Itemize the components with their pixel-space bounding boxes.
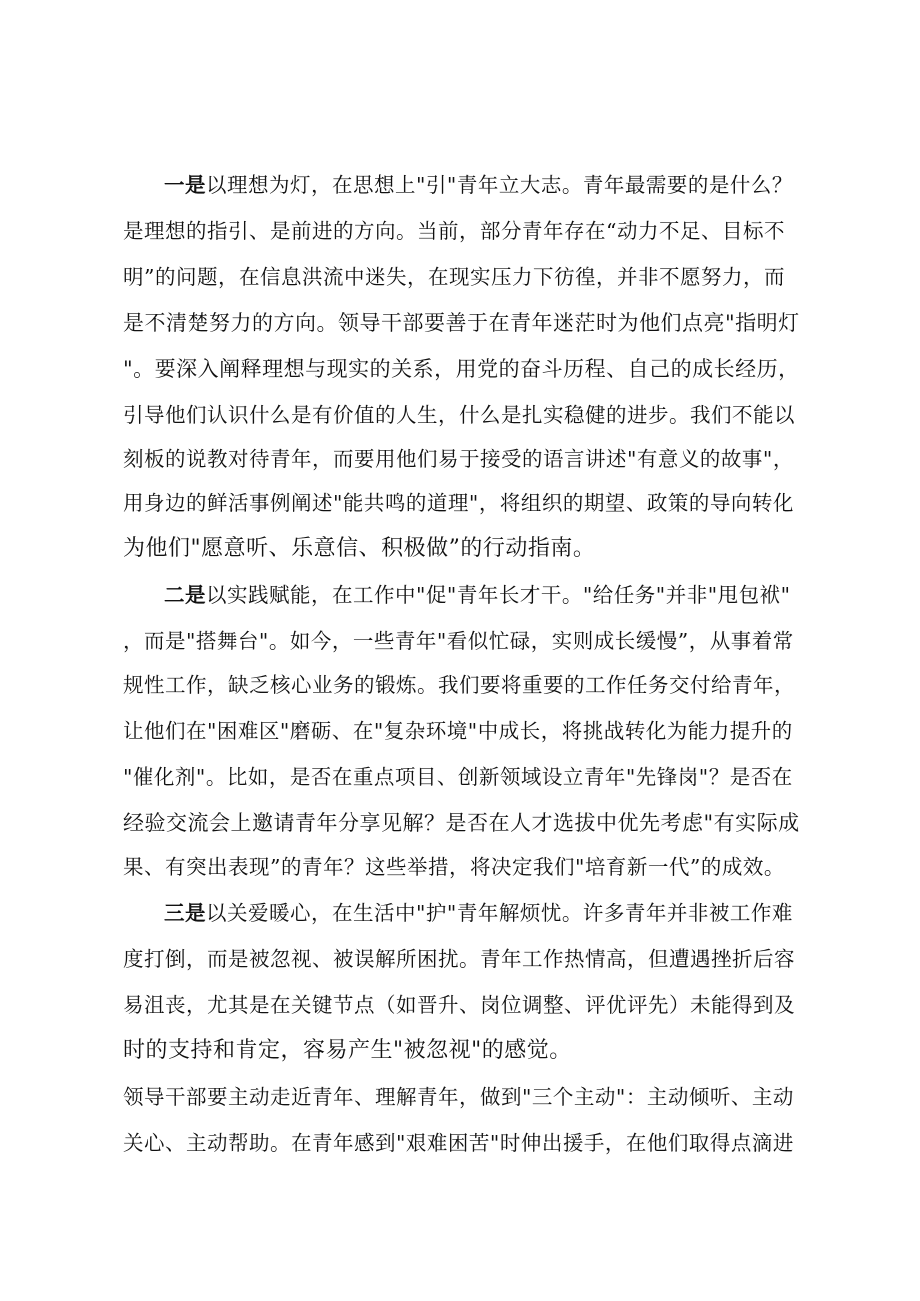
paragraph-1-line-5: "。要深入阐释理想与现实的关系，用党的奋斗历程、自己的成长经历，: [123, 357, 800, 381]
paragraph-3-lead: 三是: [164, 901, 206, 925]
paragraph-2-line-4: 让他们在"困难区"磨砺、在"复杂环境"中成长，将挑战转化为能力提升的: [123, 719, 793, 743]
paragraph-3-line-1: 三是以关爱暖心，在生活中"护"青年解烦忧。许多青年并非被工作难: [164, 901, 793, 925]
paragraph-1-line-6: 引导他们认识什么是有价值的人生，什么是扎实稳健的进步。我们不能以: [123, 403, 795, 427]
paragraph-1-line-7: 刻板的说教对待青年，而要用他们易于接受的语言讲述"有意义的故事"，: [123, 447, 794, 471]
paragraph-1-line-4: 是不清楚努力的方向。领导干部要善于在青年迷茫时为他们点亮"指明灯: [123, 311, 800, 335]
paragraph-3-line-4: 时的支持和肯定，容易产生"被忽视"的感觉。: [123, 1038, 572, 1063]
paragraph-1-line-3: 明”的问题，在信息洪流中迷失，在现实压力下彷徨，并非不愿努力，而: [123, 265, 785, 289]
paragraph-1-line-8: 用身边的鲜活事例阐述"能共鸣的道理"，将组织的期望、政策的导向转化: [123, 491, 794, 515]
paragraph-2-line-5: "催化剂"。比如，是否在重点项目、创新领域设立青年"先锋岗"？是否在: [123, 765, 793, 789]
paragraph-2-line-1: 二是以实践赋能，在工作中"促"青年长才干。"给任务"并非"甩包袱": [164, 583, 791, 607]
paragraph-3-line-3: 易沮丧，尤其是在关键节点（如晋升、岗位调整、评优评先）未能得到及: [123, 993, 795, 1017]
paragraph-2-lead: 二是: [164, 583, 206, 607]
paragraph-2-line-3: 规性工作，缺乏核心业务的锻炼。我们要将重要的工作任务交付给青年，: [123, 673, 795, 697]
paragraph-1-lead: 一是: [164, 173, 206, 197]
paragraph-3-line-6: 关心、主动帮助。在青年感到"艰难困苦"时伸出援手，在他们取得点滴进: [123, 1131, 794, 1155]
paragraph-3-line-2: 度打倒，而是被忽视、被误解所困扰。青年工作热情高，但遭遇挫折后容: [123, 947, 795, 971]
paragraph-3-line-5: 领导干部要主动走近青年、理解青年，做到"三个主动"：主动倾听、主动: [123, 1085, 794, 1109]
paragraph-2-line-7: 果、有突出表现”的青年？这些举措，将决定我们"培育新一代”的成效。: [123, 855, 785, 879]
paragraph-1-line-1: 一是以理想为灯，在思想上"引"青年立大志。青年最需要的是什么？: [164, 173, 793, 197]
paragraph-1-line-2: 是理想的指引、是前进的方向。当前，部分青年存在“动力不足、目标不: [123, 219, 785, 243]
paragraph-1-line-9: 为他们"愿意听、乐意信、积极做”的行动指南。: [123, 536, 596, 561]
paragraph-2-line-2: ，而是"搭舞台"。如今，一些青年"看似忙碌，实则成长缓慢”，从事着常: [123, 629, 794, 653]
paragraph-2-line-6: 经验交流会上邀请青年分享见解？是否在人才选拔中优先考虑"有实际成: [123, 811, 800, 835]
